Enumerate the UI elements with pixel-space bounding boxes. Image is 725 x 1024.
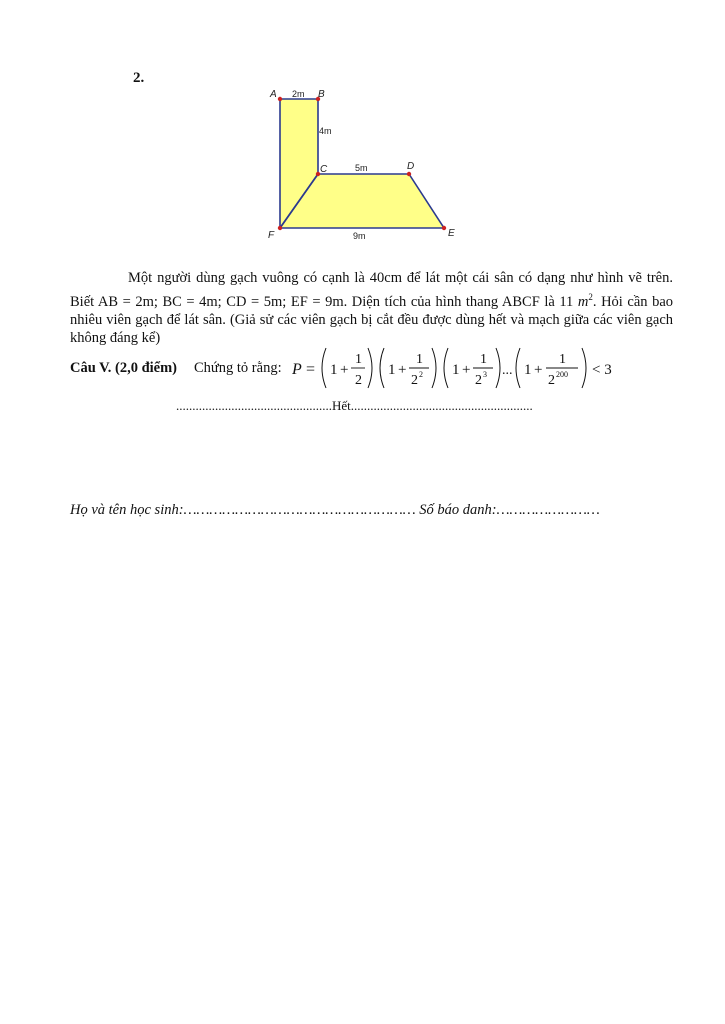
vertex-c-label: C xyxy=(320,164,328,175)
student-name-label: Họ và tên học sinh: xyxy=(70,502,184,518)
paragraph-text-1: Một người dùng gạch vuông có cạnh là 40cm để lát một cái sân có dạng như hình vẽ trên. Biết AB = 2m; BC = 4m; CD = 5m; EF = 9m. Diện tích của hình thang ABCF là 11 xyxy=(70,270,673,310)
label-bc: 4m xyxy=(319,126,332,136)
student-info-line xyxy=(70,502,690,519)
paren-close-1 xyxy=(368,348,372,388)
paren-open-4 xyxy=(516,348,520,388)
student-name-dots: ……………………………………………… xyxy=(183,502,416,518)
point-d xyxy=(407,172,411,176)
factor3-exp: 3 xyxy=(483,370,487,379)
paren-open-2 xyxy=(380,348,384,388)
student-id-label: Số báo danh: xyxy=(415,502,497,518)
label-cd: 5m xyxy=(355,163,368,173)
paren-close-4 xyxy=(582,348,586,388)
factor1-den: 2 xyxy=(355,373,362,388)
formula-p: P xyxy=(292,361,302,378)
factor1-num: 1 xyxy=(355,352,362,367)
factor1-one: 1 xyxy=(330,362,338,378)
paren-close-2 xyxy=(432,348,436,388)
question-5 xyxy=(70,346,673,396)
inequality-formula xyxy=(292,346,632,390)
factor2-plus: + xyxy=(398,362,407,378)
factor2-num: 1 xyxy=(416,352,423,367)
formula-relation: < 3 xyxy=(592,362,612,378)
factor2-exp: 2 xyxy=(419,370,423,379)
factor4-den: 2 xyxy=(548,373,555,388)
vertex-b-label: B xyxy=(318,89,325,100)
factor4-one: 1 xyxy=(524,362,532,378)
paren-close-3 xyxy=(496,348,500,388)
paren-open-1 xyxy=(322,348,326,388)
unit-m: m xyxy=(577,293,589,310)
vertex-f-label: F xyxy=(268,230,275,241)
label-ab: 2m xyxy=(292,89,305,99)
vertex-a-label: A xyxy=(270,89,277,100)
unit-exponent: 2 xyxy=(588,291,593,302)
point-e xyxy=(442,226,446,230)
point-f xyxy=(278,226,282,230)
factor1-plus: + xyxy=(340,362,349,378)
problem-paragraph xyxy=(70,269,673,348)
label-fe: 9m xyxy=(353,231,366,241)
factor4-num: 1 xyxy=(559,352,566,367)
factor2-one: 1 xyxy=(388,362,396,378)
factor4-plus: + xyxy=(534,362,543,378)
geometry-figure xyxy=(262,84,462,244)
factor3-one: 1 xyxy=(452,362,460,378)
formula-equals: = xyxy=(306,361,316,378)
question-5-prompt: Chứng tỏ rằng: xyxy=(194,360,282,376)
vertex-e-label: E xyxy=(448,228,455,239)
question-5-label: Câu V. (2,0 điểm) xyxy=(70,360,178,376)
point-a xyxy=(278,97,282,101)
paragraph-text-2: . Hỏi cần bao nhiêu viên gạch để lát sân. (Giả sử các viên gạch bị cắt đều được dùng hết và mạch giữa các viên gạch không đáng kể) xyxy=(70,293,674,347)
factor4-exp: 200 xyxy=(556,370,568,379)
end-marker: ................................................Hết........................................................ xyxy=(176,398,533,413)
factor2-den: 2 xyxy=(411,373,418,388)
student-id-dots: …………………… xyxy=(496,502,600,518)
factor3-plus: + xyxy=(462,362,471,378)
formula-dots: ... xyxy=(502,363,513,378)
factor3-den: 2 xyxy=(475,373,482,388)
paren-open-3 xyxy=(444,348,448,388)
factor3-num: 1 xyxy=(480,352,487,367)
problem-number: 2. xyxy=(133,70,145,86)
vertex-d-label: D xyxy=(407,161,415,172)
